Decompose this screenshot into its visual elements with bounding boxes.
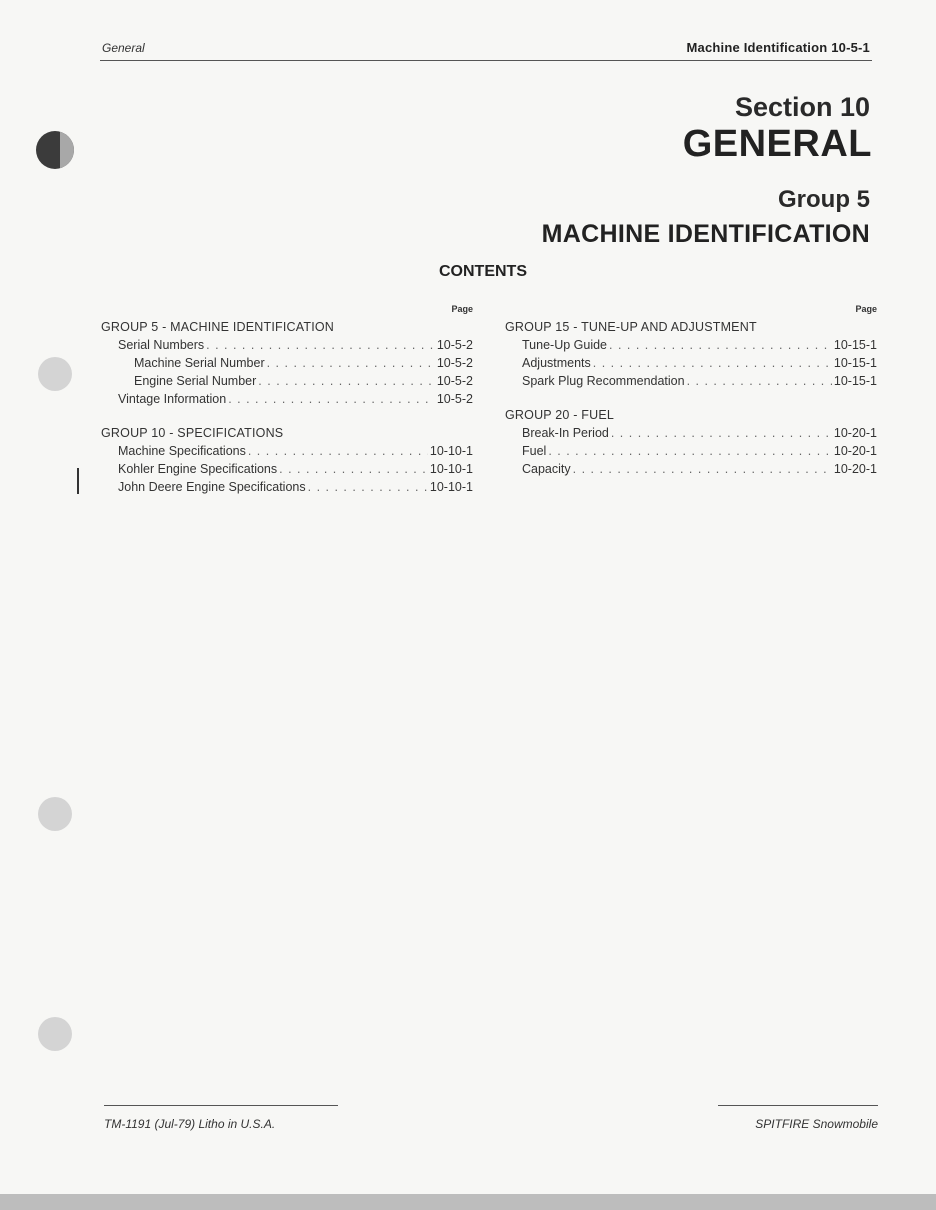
toc-entry-page: 10-20-1: [833, 444, 877, 458]
dot-leader: [228, 390, 435, 408]
toc-entry-page: 10-5-2: [436, 374, 473, 388]
header-rule: [100, 60, 872, 61]
toc-entry-title: Machine Specifications: [118, 444, 246, 458]
toc-entry-title: Adjustments: [522, 356, 591, 370]
toc-entry: [505, 460, 877, 478]
page-column-label: Page: [855, 304, 877, 314]
toc-entry-page: 10-10-1: [429, 462, 473, 476]
toc-entry: [505, 354, 877, 372]
toc-entry: [505, 424, 877, 442]
toc-entry-title: Engine Serial Number: [134, 374, 257, 388]
footer-product-name: SPITFIRE Snowmobile: [755, 1117, 878, 1131]
page-column-label: Page: [451, 304, 473, 314]
toc-entry-page: 10-15-1: [833, 338, 877, 352]
dot-leader: [548, 442, 832, 460]
toc-entry-title: Spark Plug Recommendation: [522, 374, 685, 388]
toc-entry-page: 10-5-2: [436, 356, 473, 370]
group-heading: GROUP 5 - MACHINE IDENTIFICATION: [101, 320, 335, 334]
dot-leader: [573, 460, 832, 478]
punch-hole: [38, 1017, 72, 1051]
section-tab-mark: [36, 131, 74, 169]
group-title: MACHINE IDENTIFICATION: [541, 220, 870, 248]
group-heading: GROUP 20 - FUEL: [505, 408, 615, 422]
dot-leader: [687, 372, 832, 390]
revision-bar: [77, 468, 79, 494]
dot-leader: [258, 372, 435, 390]
footer-rule-right: [718, 1105, 878, 1106]
toc-entry-page: 10-15-1: [833, 356, 877, 370]
toc-entry-page: 10-10-1: [429, 480, 473, 494]
dot-leader: [248, 442, 428, 460]
dot-leader: [206, 336, 435, 354]
toc-entry-title: Capacity: [522, 462, 571, 476]
toc-entry-page: 10-15-1: [833, 374, 877, 388]
toc-entry-title: John Deere Engine Specifications: [118, 480, 306, 494]
toc-entry: [101, 460, 473, 478]
toc-entry-title: Kohler Engine Specifications: [118, 462, 278, 476]
dot-leader: [267, 354, 435, 372]
toc-entry: [101, 354, 473, 372]
punch-hole: [38, 797, 72, 831]
running-header-right: Machine Identification 10-5-1: [686, 40, 870, 55]
toc-entry: [505, 336, 877, 354]
toc-entry: [101, 372, 473, 390]
toc-entry: [101, 336, 473, 354]
toc-entry-title: Machine Serial Number: [134, 356, 265, 370]
dot-leader: [611, 424, 832, 442]
contents-right-column: [505, 300, 877, 478]
group-label: Group 5: [777, 186, 870, 213]
dot-leader: [609, 336, 832, 354]
toc-entry: [505, 372, 877, 390]
dot-leader: [308, 478, 428, 496]
section-title: GENERAL: [682, 123, 872, 165]
toc-entry-title: Serial Numbers: [118, 338, 205, 352]
toc-entry-page: 10-5-2: [436, 392, 473, 406]
contents-left-column: [101, 300, 473, 496]
toc-entry-title: Break-In Period: [522, 426, 609, 440]
group-heading: GROUP 10 - SPECIFICATIONS: [101, 426, 284, 440]
dot-leader: [593, 354, 832, 372]
toc-entry: [101, 442, 473, 460]
toc-entry: [101, 390, 473, 408]
toc-entry-page: 10-10-1: [429, 444, 473, 458]
punch-hole: [38, 357, 72, 391]
toc-entry-page: 10-20-1: [833, 426, 877, 440]
section-label: Section 10: [734, 92, 870, 122]
toc-entry-title: Tune-Up Guide: [522, 338, 607, 352]
running-header-left: General: [102, 41, 145, 55]
toc-entry-page: 10-5-2: [436, 338, 473, 352]
scan-edge-band: [0, 1194, 936, 1210]
group-heading: GROUP 15 - TUNE-UP AND ADJUSTMENT: [505, 320, 757, 334]
dot-leader: [279, 460, 428, 478]
footer-rule-left: [104, 1105, 338, 1106]
contents-title: CONTENTS: [439, 263, 527, 280]
toc-entry-title: Fuel: [522, 444, 547, 458]
footer-publication-info: TM-1191 (Jul-79) Litho in U.S.A.: [104, 1117, 276, 1131]
toc-entry: [101, 478, 473, 496]
toc-entry-title: Vintage Information: [118, 392, 227, 406]
toc-entry: [505, 442, 877, 460]
toc-entry-page: 10-20-1: [833, 462, 877, 476]
